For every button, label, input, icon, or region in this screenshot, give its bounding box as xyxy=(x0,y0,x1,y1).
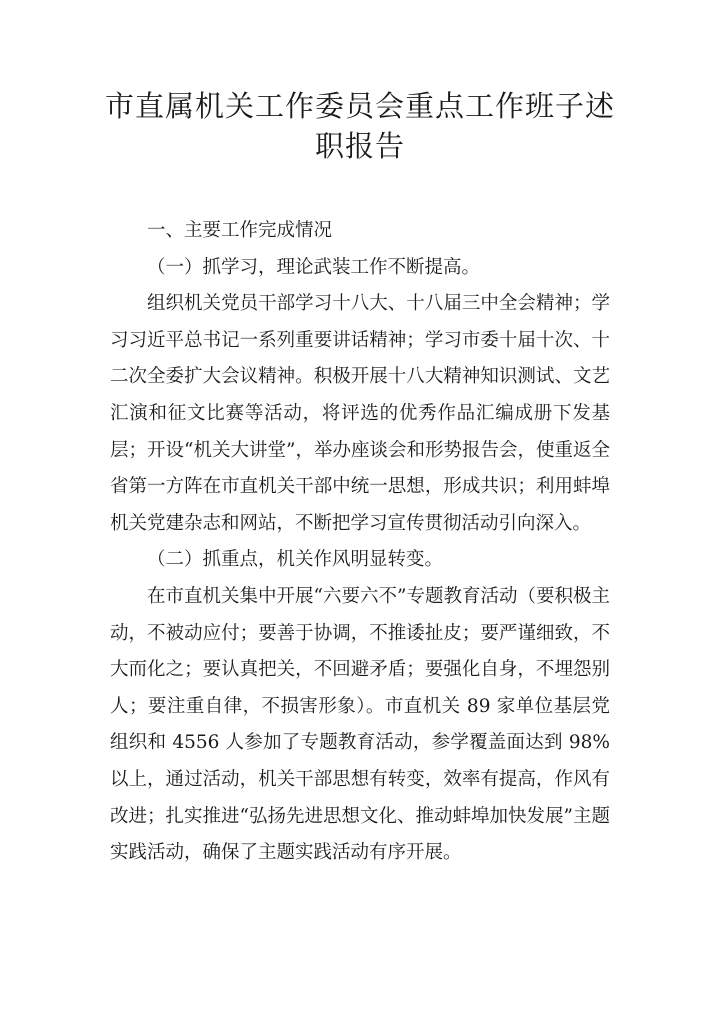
document-title: 市直属机关工作委员会重点工作班子述职报告 xyxy=(104,89,615,163)
section-heading: 一、主要工作完成情况 xyxy=(147,220,333,241)
subsection-heading: （一）抓学习，理论武装工作不断提高。 xyxy=(147,256,481,278)
subsection-heading: （二）抓重点，机关作风明显转变。 xyxy=(147,549,444,571)
document-body xyxy=(110,213,610,872)
body-paragraph: 在市直机关集中开展“六要六不”专题教育活动（要积极主动，不被动应付；要善于协调，不推诿扯皮；要严谨细致，不大而化之；要认真把关，不回避矛盾；要强化自身，不埋怨别人；要注重自律，不损害形象）。市直机关 89 家单位基层党组织和 4556 人参加了专题教育活动，参学覆盖面达到 98%以上，通过活动，机关干部思想有转变，效率有提高，作风有改进；扎实推进“弘扬先进思想文化、推动蚌埠加快发展”主题实践活动，确保了主题实践活动有序开展。 xyxy=(110,585,610,864)
body-paragraph: 组织机关党员干部学习十八大、十八届三中全会精神；学习习近平总书记一系列重要讲话精神；学习市委十届十次、十二次全委扩大会议精神。积极开展十八大精神知识测试、文艺汇演和征文比赛等活动，将评选的优秀作品汇编成册下发基层；开设“机关大讲堂”，举办座谈会和形势报告会，使重返全省第一方阵在市直机关干部中统一思想，形成共识；利用蚌埠机关党建杂志和网站，不断把学习宣传贯彻活动引向深入。 xyxy=(110,293,610,534)
